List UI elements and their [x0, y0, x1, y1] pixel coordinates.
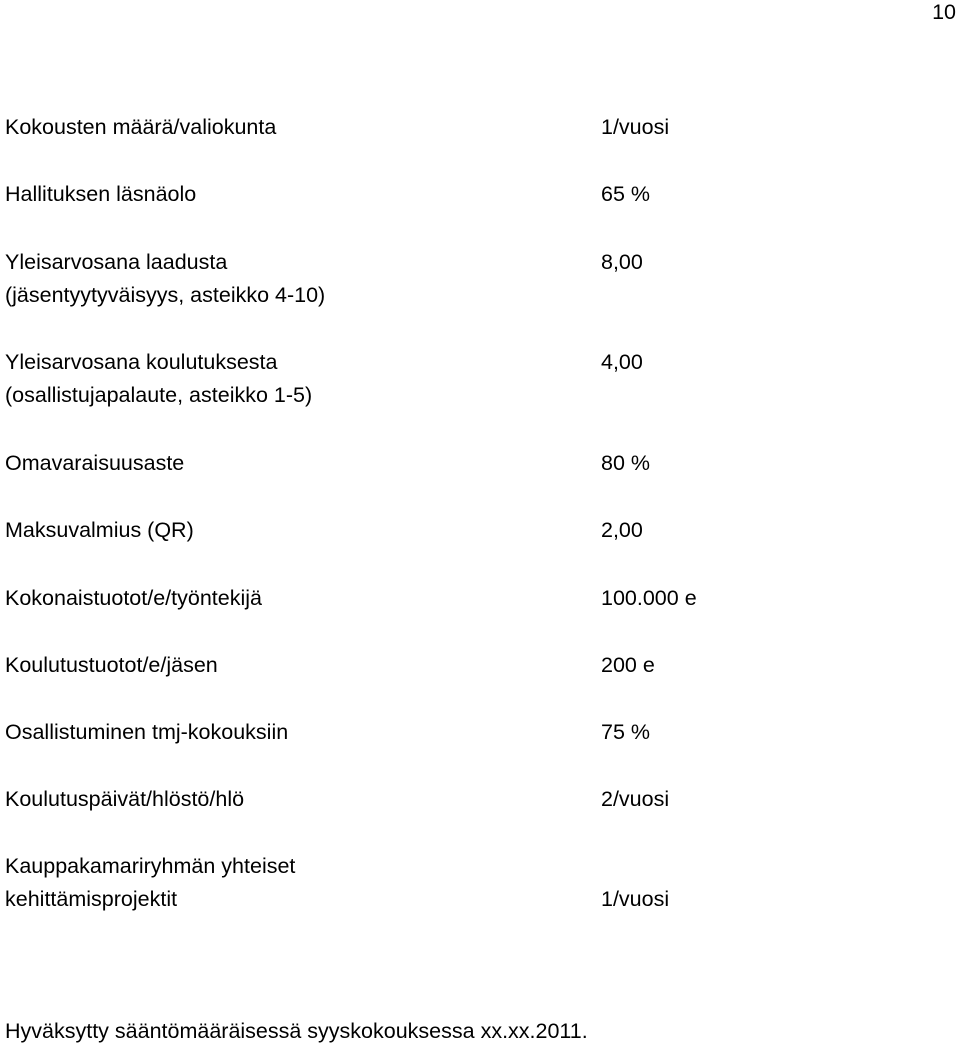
- metric-label: Maksuvalmius (QR): [5, 518, 194, 542]
- metric-value: 2,00: [601, 518, 643, 542]
- metric-value: 75 %: [601, 720, 651, 744]
- metric-label: Hallituksen läsnäolo: [5, 182, 197, 206]
- metric-label-sub: (osallistujapalaute, asteikko 1-5): [5, 383, 313, 407]
- metric-value: 1/vuosi: [601, 115, 670, 139]
- metric-label: Kokousten määrä/valiokunta: [5, 115, 277, 139]
- metric-value: 80 %: [601, 451, 651, 475]
- metric-label: Kokonaistuotot/e/työntekijä: [5, 586, 262, 610]
- metric-label: Koulutustuotot/e/jäsen: [5, 653, 218, 677]
- metric-value: 200 e: [601, 653, 655, 677]
- metric-label: Yleisarvosana koulutuksesta: [5, 350, 278, 374]
- metric-value: 8,00: [601, 250, 643, 274]
- metric-label-sub: kehittämisprojektit: [5, 887, 178, 911]
- metric-label: Osallistuminen tmj-kokouksiin: [5, 720, 289, 744]
- page-number: 10: [932, 0, 956, 24]
- metric-value: 2/vuosi: [601, 787, 670, 811]
- approval-note: Hyväksytty sääntömääräisessä syyskokouksessa xx.xx.2011.: [5, 1019, 588, 1043]
- metric-value: 100.000 e: [601, 586, 697, 610]
- metric-label: Kauppakamariryhmän yhteiset: [5, 854, 296, 878]
- metric-label: Omavaraisuusaste: [5, 451, 185, 475]
- metric-value: 4,00: [601, 350, 643, 374]
- metric-label: Koulutuspäivät/hlöstö/hlö: [5, 787, 245, 811]
- metric-value: 65 %: [601, 182, 651, 206]
- metric-label: Yleisarvosana laadusta: [5, 250, 228, 274]
- metric-value: 1/vuosi: [601, 887, 670, 911]
- metric-label-sub: (jäsentyytyväisyys, asteikko 4-10): [5, 283, 326, 307]
